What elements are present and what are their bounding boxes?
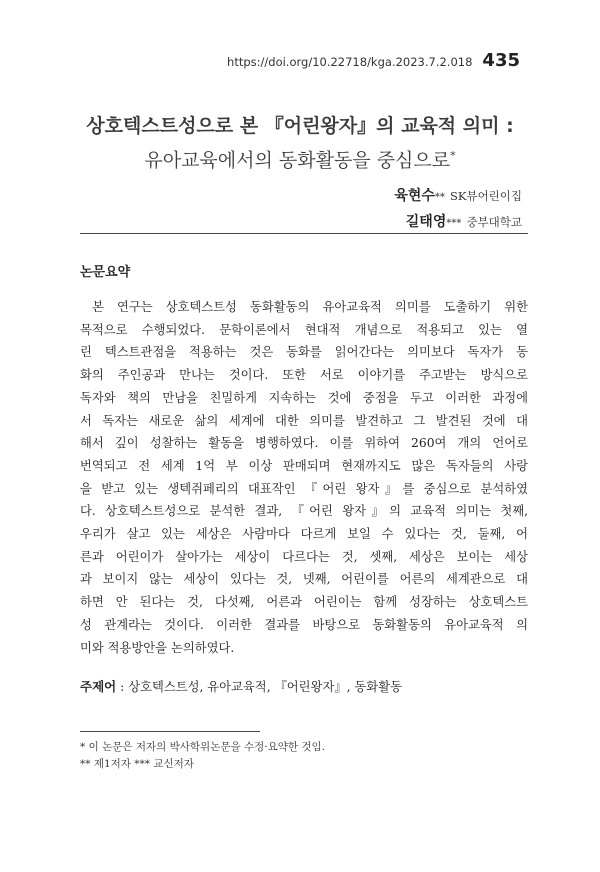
abstract-line: 우리가 살고 있는 세상은 사람마다 다르게 보일 수 있다는 것, 둘째, 어 — [80, 527, 528, 542]
abstract-line: 다. 상호텍스트성으로 분석한 결과, 『어린 왕자』의 교육적 의미는 첫째, — [80, 504, 528, 519]
author-entry — [394, 209, 522, 235]
keywords-text: 상호텍스트성, 유아교육적, 『어린왕자』, 동화활동 — [128, 680, 402, 694]
footnotes — [80, 739, 325, 773]
abstract-line: 미와 적용방안을 논의하였다. — [80, 640, 235, 655]
page-header — [227, 50, 520, 71]
page-number: 435 — [482, 50, 520, 71]
abstract-line: 하면 안 된다는 것, 다섯째, 어른과 어린이는 함께 성장하는 상호텍스트 — [80, 595, 528, 610]
author-entry — [394, 183, 522, 209]
abstract-line: 해서 깊이 성찰하는 활동을 병행하였다. 이를 위하여 260여 개의 언어로 — [80, 436, 528, 451]
abstract-line: 른과 어린이가 살아가는 세상이 다르다는 것, 셋째, 세상은 보이는 세상 — [80, 549, 528, 564]
doi-link[interactable]: https://doi.org/10.22718/kga.2023.7.2.018 — [227, 55, 473, 69]
abstract-line: 화의 주인공과 만나는 것이다. 또한 서로 이야기를 주고받는 방식으로 — [80, 368, 528, 383]
paper-title: 상호텍스트성으로 본 『어린왕자』의 교육적 의미 : — [86, 115, 514, 137]
abstract-line: 본 연구는 상호텍스트성 동화활동의 유아교육적 의미를 도출하기 위한 — [92, 300, 528, 314]
abstract-heading: 논문요약 — [80, 265, 131, 280]
footnote: * 이 논문은 저자의 박사학위논문을 수정·요약한 것임. — [80, 741, 325, 753]
author-list — [394, 183, 522, 235]
abstract-line: 성 관계라는 것이다. 이러한 결과를 바탕으로 동화활동의 유아교육적 의 — [80, 617, 528, 632]
abstract-line: 독자와 책의 만남을 친밀하게 지속하는 것에 중점을 두고 이러한 과정에 — [80, 390, 528, 405]
abstract-line: 을 받고 있는 생텍쥐페리의 대표작인 『어린 왕자』를 중심으로 분석하였 — [80, 481, 528, 496]
footnote-divider — [80, 731, 260, 732]
keywords-label: 주제어 — [80, 679, 117, 694]
abstract-line: 번역되고 전 세계 1억 부 이상 판매되며 현재까지도 많은 독자들의 사랑 — [80, 458, 528, 473]
paper-subtitle — [0, 141, 600, 175]
author-name: 길태영 — [405, 214, 447, 230]
abstract-line: 목적으로 수행되었다. 문학이론에서 현대적 개념으로 적용되고 있는 열 — [80, 322, 528, 337]
author-footnote-mark: *** — [446, 218, 462, 229]
subtitle-footnote-mark: * — [450, 149, 456, 162]
footnote: ** 제1저자 *** 교신저자 — [80, 758, 194, 770]
keywords — [80, 677, 402, 695]
header-divider — [80, 233, 528, 234]
abstract-body — [80, 296, 528, 659]
abstract-line: 과 보이지 않는 세상이 있다는 것, 넷째, 어린이를 어른의 세계관으로 대 — [80, 572, 528, 587]
author-footnote-mark: ** — [434, 192, 445, 203]
author-affiliation: 중부대학교 — [466, 215, 522, 229]
abstract-line: 린 텍스트관점을 적용하는 것은 동화를 읽어간다는 의미보다 독자가 동 — [80, 345, 528, 360]
keywords-separator: : — [116, 680, 129, 694]
author-name: 육현수 — [394, 188, 435, 204]
abstract-line: 서 독자는 새로운 삶의 세계에 대한 의미를 발견하고 그 발견된 것에 대 — [80, 413, 528, 428]
subtitle-text: 유아교육에서의 동화활동을 중심으로 — [144, 149, 451, 172]
author-affiliation: SK뷰어린이집 — [449, 189, 522, 203]
title-block — [0, 111, 600, 175]
